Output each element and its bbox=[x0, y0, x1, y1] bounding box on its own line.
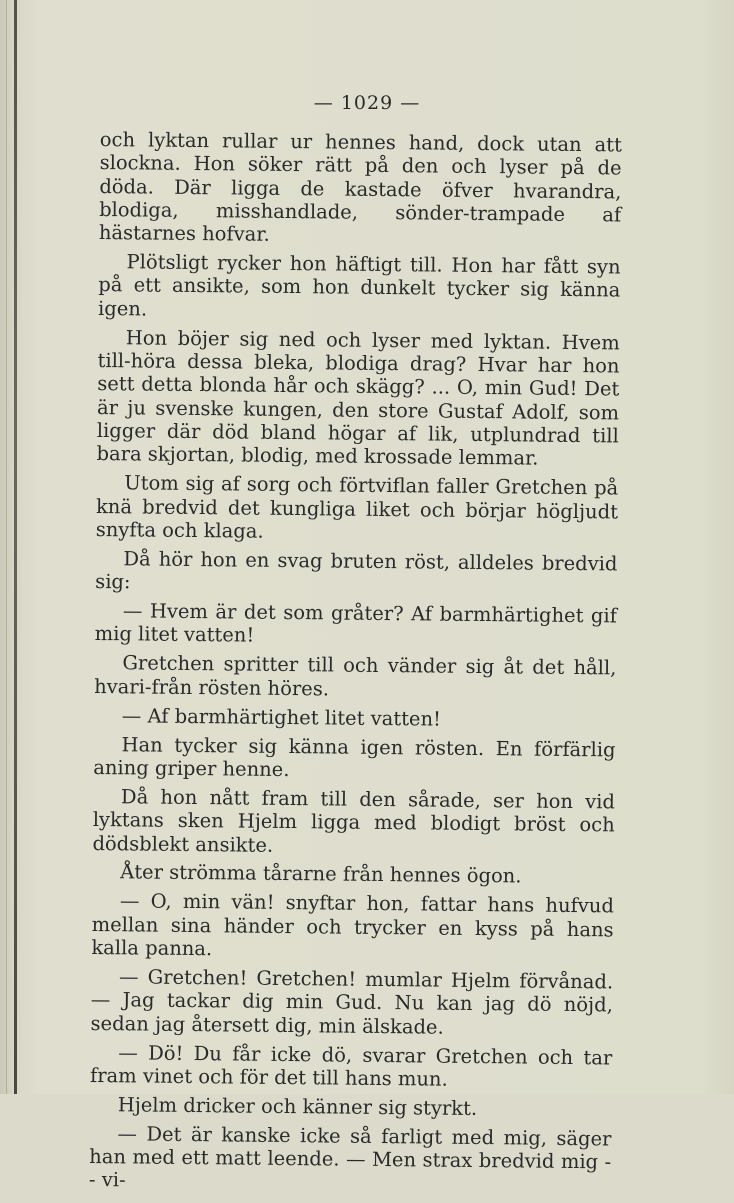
paragraph: — Dö! Du får icke dö, svarar Gretchen och tar fram vinet och för det till hans mun. bbox=[89, 1040, 613, 1091]
paragraph: Åter strömma tårarne från hennes ögon. bbox=[120, 860, 522, 888]
paragraph: — Gretchen! Gretchen! mumlar Hjelm förvånad. — Jag tackar dig min Gud. Nu kan jag dö nöjd, sedan jag återsett dig, min älskade. bbox=[90, 965, 614, 1039]
paragraph: Då hon nått fram till den sårade, ser hon vid lyktans sken Hjelm ligga med blodigt bröst och dödsblekt ansikte. bbox=[92, 785, 616, 857]
page-number: — 1029 — bbox=[313, 92, 421, 114]
paragraph: Då hör hon en svag bruten röst, alldeles bredvid sig: bbox=[95, 547, 618, 594]
body-text bbox=[89, 128, 622, 1203]
paragraph: Plötsligt rycker hon häftigt till. Hon har fått syn på ett ansikte, som hon dunkelt tycker sig känna igen. bbox=[97, 250, 621, 321]
paragraph: — Hvem är det som gråter? Af barmhärtighet gif mig litet vatten! bbox=[94, 599, 618, 648]
paragraph: — Af barmhärtighet litet vatten! bbox=[121, 703, 442, 731]
paragraph: — Det är kanske icke så farligt med mig, säger han med ett matt leende. — Men strax bredvid mig -- vi- bbox=[88, 1122, 612, 1192]
page-edge-shadow bbox=[6, 0, 7, 1094]
paragraph: — O, min vän! snyftar hon, fattar hans hufvud mellan sina händer och trycker en kyss på hans kalla panna. bbox=[91, 889, 614, 961]
paragraph: Hon böjer sig ned och lyser med lyktan. Hvem till-höra dessa bleka, blodiga drag? Hvar har hon sett detta blonda hår och skägg? ... O, min Gud! Det är ju svenske kungen, den store Gustaf Adolf, som ligger där död bland högar af lik, utplundrad till bara skjortan, blodig, med krossade lemmar. bbox=[96, 326, 620, 470]
paragraph: Han tycker sig känna igen rösten. En förfärlig aning griper henne. bbox=[93, 732, 616, 781]
paragraph: Utom sig af sorg och förtviflan faller Gretchen på knä bredvid det kungliga liket och börjar högljudt snyfta och klaga. bbox=[95, 471, 619, 543]
paragraph: Gretchen spritter till och vänder sig åt det håll, hvari-från rösten höres. bbox=[94, 651, 617, 701]
paragraph: Hjelm dricker och känner sig styrkt. bbox=[117, 1093, 478, 1120]
binding-edge bbox=[14, 0, 17, 1094]
paragraph: och lyktan rullar ur hennes hand, dock utan att slockna. Hon söker rätt på den och lyser på de döda. Där ligga de kastade öfver hvarandra, blodiga, misshandlade, sönder-trampade af hästarnes hofvar. bbox=[98, 128, 622, 246]
